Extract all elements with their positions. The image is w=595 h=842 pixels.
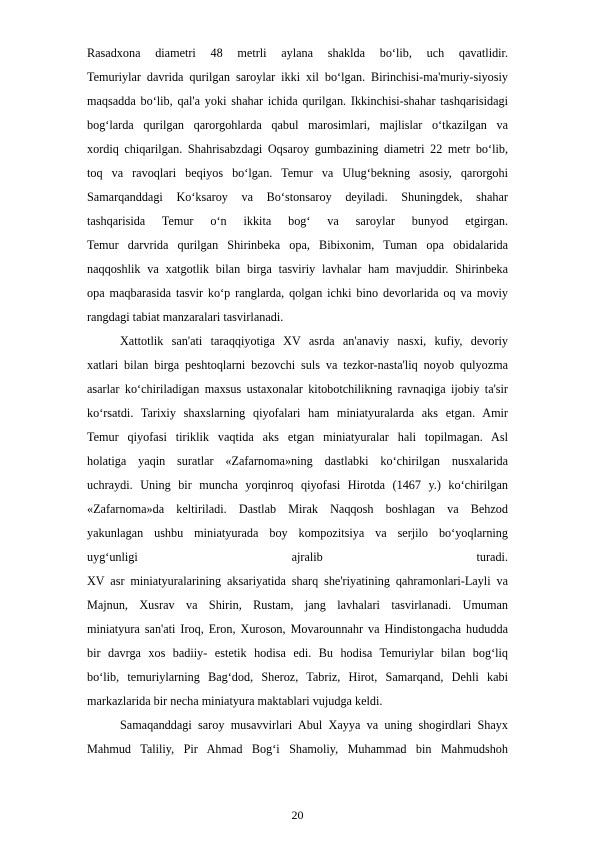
text-line: «Zafarnoma»da keltiriladi. Dastlab Mirak Naqqosh boshlagan va Behzod	[87, 502, 508, 516]
text-line: rangdagi tabiat manzaralari tasvirlanadi.	[87, 310, 284, 324]
text-line: Mahmud Taliliy, Pir Ahmad Bog‘i Shamoliy, Muhammad bin Mahmudshoh	[87, 742, 508, 756]
text-line: miniatyura san'ati Iroq, Eron, Xuroson, Movarounnahr va Hindistongacha hududda	[87, 622, 508, 636]
text-line: Temur darvrida qurilgan Shirinbeka opa, Bibixonim, Tuman opa obidalarida	[87, 238, 508, 252]
body-text	[87, 41, 508, 761]
page-number: 20	[291, 808, 304, 822]
text-line: uyg‘unligi ajralib turadi.	[87, 550, 508, 564]
text-line: bir davrga xos badiiy- estetik hodisa edi. Bu hodisa Temuriylar bilan bog‘liq	[87, 646, 508, 660]
text-line: Temuriylar davrida qurilgan saroylar ikki xil bo‘lgan. Birinchisi-ma'muriy-siyosiy	[87, 70, 508, 84]
text-line: Samaqanddagi saroy musavvirlari Abul Xayya va uning shogirdlari Shayx	[120, 718, 508, 732]
text-line: Xattotlik san'ati taraqqiyotiga XV asrda an'anaviy nasxi, kufiy, devoriy	[120, 334, 508, 348]
text-line: xatlari bilan birga peshtoqlarni bezovchi suls va tezkor-nasta'liq noyob qulyozma	[87, 358, 508, 372]
text-line: opa maqbarasida tasvir ko‘p ranglarda, qolgan ichki bino devorlarida oq va moviy	[87, 286, 508, 300]
text-line: holatiga yaqin suratlar «Zafarnoma»ning dastlabki ko‘chirilgan nusxalarida	[87, 454, 508, 468]
text-line: Temur qiyofasi tiriklik vaqtida aks etgan miniatyuralar hali topilmagan. Asl	[87, 430, 508, 444]
text-line: maqsadda bo‘lib, qal'a yoki shahar ichida qurilgan. Ikkinchisi-shahar tashqarisidagi	[87, 94, 508, 108]
text-line: naqqoshlik va xatgotlik bilan birga tasviriy lavhalar ham mavjuddir. Shirinbeka	[87, 262, 508, 276]
text-line: XV asr miniatyuralarining aksariyatida sharq she'riyatining qahramonlari-Layli va	[87, 574, 508, 588]
text-line: bog‘larda qurilgan qarorgohlarda qabul marosimlari, majlislar o‘tkazilgan va	[87, 118, 508, 132]
text-line: markazlarida bir necha miniatyura maktablari vujudga keldi.	[87, 694, 383, 708]
text-line: Majnun, Xusrav va Shirin, Rustam, jang lavhalari tasvirlanadi. Umuman	[87, 598, 508, 612]
text-line: Rasadxona diametri 48 metrli aylana shaklda bo‘lib, uch qavatlidir.	[87, 46, 508, 60]
text-line: asarlar ko‘chiriladigan maxsus ustaxonalar kitobotchilikning ravnaqiga ijobiy ta'sir	[87, 382, 508, 396]
text-line: bo‘lib, temuriylarning Bag‘dod, Sheroz, Tabriz, Hirot, Samarqand, Dehli kabi	[87, 670, 508, 684]
text-line: toq va ravoqlari beqiyos bo‘lgan. Temur va Ulug‘bekning asosiy, qarorgohi	[87, 166, 508, 180]
text-line: Samarqanddagi Ko‘ksaroy va Bo‘stonsaroy deyiladi. Shuningdek, shahar	[87, 190, 508, 204]
text-line: yakunlagan ushbu miniatyurada boy kompozitsiya va serjilo bo‘yoqlarning	[87, 526, 508, 540]
text-line: xordiq chiqarilgan. Shahrisabzdagi Oqsaroy gumbazining diametri 22 metr bo‘lib,	[87, 142, 508, 156]
text-line: uchraydi. Uning bir muncha yorqinroq qiyofasi Hirotda (1467 y.) ko‘chirilgan	[87, 478, 508, 492]
text-line: ko‘rsatdi. Tarixiy shaxslarning qiyofalari ham miniatyuralarda aks etgan. Amir	[87, 406, 508, 420]
text-line: tashqarisida Temur o‘n ikkita bog‘ va saroylar bunyod etgirgan.	[87, 214, 508, 228]
